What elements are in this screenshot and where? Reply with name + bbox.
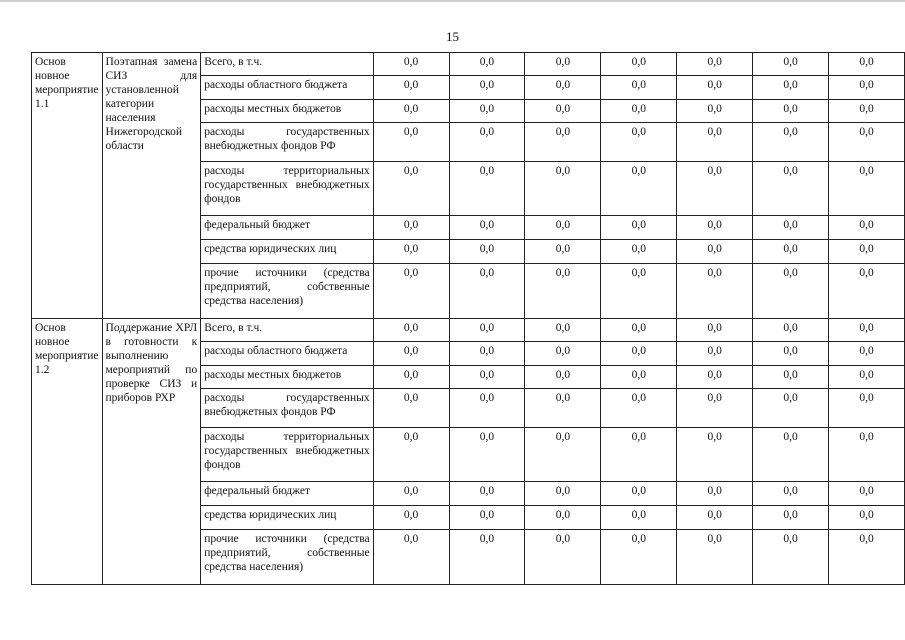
value-cell: 0,0 — [449, 123, 525, 162]
funding-source-cell: расходы местных бюджетов — [201, 366, 373, 389]
value-cell: 0,0 — [449, 530, 525, 585]
value-cell: 0,0 — [373, 216, 449, 240]
value-cell: 0,0 — [753, 482, 829, 506]
value-cell: 0,0 — [601, 319, 677, 342]
value-cell: 0,0 — [829, 76, 905, 100]
value-cell: 0,0 — [601, 264, 677, 319]
value-cell: 0,0 — [753, 100, 829, 123]
funding-source-cell: расходы государственных внебюджетных фондов РФ — [201, 123, 373, 162]
funding-source-cell: расходы областного бюджета — [201, 342, 373, 366]
funding-source-cell: расходы территориальных государственных внебюджетных фондов — [201, 162, 373, 216]
value-cell: 0,0 — [525, 366, 601, 389]
value-cell: 0,0 — [677, 482, 753, 506]
value-cell: 0,0 — [373, 482, 449, 506]
value-cell: 0,0 — [449, 240, 525, 264]
value-cell: 0,0 — [753, 76, 829, 100]
value-cell: 0,0 — [601, 428, 677, 482]
funding-source-cell: расходы государственных внебюджетных фондов РФ — [201, 389, 373, 428]
value-cell: 0,0 — [829, 216, 905, 240]
value-cell: 0,0 — [449, 506, 525, 530]
value-cell: 0,0 — [677, 319, 753, 342]
value-cell: 0,0 — [829, 100, 905, 123]
top-rule — [0, 0, 905, 2]
activity-name-cell: Поэтапная замена СИЗ для установленной категории населения Нижегородской области — [102, 53, 201, 319]
value-cell: 0,0 — [601, 216, 677, 240]
value-cell: 0,0 — [829, 342, 905, 366]
funding-source-cell: расходы местных бюджетов — [201, 100, 373, 123]
value-cell: 0,0 — [601, 240, 677, 264]
value-cell: 0,0 — [753, 162, 829, 216]
value-cell: 0,0 — [753, 53, 829, 76]
value-cell: 0,0 — [829, 482, 905, 506]
value-cell: 0,0 — [753, 123, 829, 162]
value-cell: 0,0 — [449, 389, 525, 428]
value-cell: 0,0 — [601, 389, 677, 428]
value-cell: 0,0 — [525, 216, 601, 240]
value-cell: 0,0 — [373, 530, 449, 585]
value-cell: 0,0 — [525, 482, 601, 506]
activity-name-cell: Поддержание ХРЛ в готовности к выполнению мероприятий по проверке СИЗ и приборов РХР — [102, 319, 201, 585]
value-cell: 0,0 — [373, 162, 449, 216]
value-cell: 0,0 — [753, 216, 829, 240]
table-row — [32, 53, 905, 76]
value-cell: 0,0 — [677, 389, 753, 428]
value-cell: 0,0 — [525, 123, 601, 162]
value-cell: 0,0 — [449, 162, 525, 216]
value-cell: 0,0 — [677, 506, 753, 530]
value-cell: 0,0 — [449, 76, 525, 100]
value-cell: 0,0 — [753, 530, 829, 585]
value-cell: 0,0 — [449, 482, 525, 506]
value-cell: 0,0 — [829, 264, 905, 319]
funding-source-cell: федеральный бюджет — [201, 216, 373, 240]
value-cell: 0,0 — [525, 319, 601, 342]
value-cell: 0,0 — [525, 240, 601, 264]
value-cell: 0,0 — [373, 342, 449, 366]
value-cell: 0,0 — [677, 428, 753, 482]
value-cell: 0,0 — [677, 53, 753, 76]
activity-code-cell: Основ новное мероприятие 1.2 — [32, 319, 103, 585]
funding-source-cell: федеральный бюджет — [201, 482, 373, 506]
funding-source-cell: прочие источники (средства предприятий, собственные средства населения) — [201, 530, 373, 585]
value-cell: 0,0 — [753, 240, 829, 264]
value-cell: 0,0 — [525, 342, 601, 366]
value-cell: 0,0 — [449, 264, 525, 319]
value-cell: 0,0 — [753, 389, 829, 428]
value-cell: 0,0 — [525, 530, 601, 585]
table-row — [32, 319, 905, 342]
value-cell: 0,0 — [373, 123, 449, 162]
value-cell: 0,0 — [677, 100, 753, 123]
value-cell: 0,0 — [525, 506, 601, 530]
value-cell: 0,0 — [373, 389, 449, 428]
value-cell: 0,0 — [677, 530, 753, 585]
page-number: 15 — [446, 29, 459, 44]
value-cell: 0,0 — [829, 366, 905, 389]
value-cell: 0,0 — [373, 264, 449, 319]
value-cell: 0,0 — [753, 319, 829, 342]
funding-source-cell: средства юридических лиц — [201, 240, 373, 264]
value-cell: 0,0 — [601, 123, 677, 162]
value-cell: 0,0 — [449, 100, 525, 123]
value-cell: 0,0 — [677, 216, 753, 240]
value-cell: 0,0 — [753, 506, 829, 530]
value-cell: 0,0 — [525, 428, 601, 482]
funding-source-cell: Всего, в т.ч. — [201, 53, 373, 76]
value-cell: 0,0 — [373, 428, 449, 482]
value-cell: 0,0 — [525, 100, 601, 123]
value-cell: 0,0 — [677, 240, 753, 264]
value-cell: 0,0 — [601, 100, 677, 123]
funding-source-cell: расходы территориальных государственных внебюджетных фондов — [201, 428, 373, 482]
value-cell: 0,0 — [677, 342, 753, 366]
value-cell: 0,0 — [829, 530, 905, 585]
value-cell: 0,0 — [601, 366, 677, 389]
value-cell: 0,0 — [677, 366, 753, 389]
value-cell: 0,0 — [373, 53, 449, 76]
value-cell: 0,0 — [829, 389, 905, 428]
value-cell: 0,0 — [601, 342, 677, 366]
value-cell: 0,0 — [829, 428, 905, 482]
activity-code-cell: Основ новное мероприятие 1.1 — [32, 53, 103, 319]
value-cell: 0,0 — [525, 76, 601, 100]
value-cell: 0,0 — [829, 123, 905, 162]
budget-table — [31, 52, 905, 585]
value-cell: 0,0 — [601, 482, 677, 506]
value-cell: 0,0 — [525, 264, 601, 319]
value-cell: 0,0 — [753, 342, 829, 366]
value-cell: 0,0 — [677, 76, 753, 100]
value-cell: 0,0 — [829, 162, 905, 216]
value-cell: 0,0 — [525, 53, 601, 76]
funding-source-cell: средства юридических лиц — [201, 506, 373, 530]
value-cell: 0,0 — [373, 506, 449, 530]
funding-source-cell: прочие источники (средства предприятий, собственные средства населения) — [201, 264, 373, 319]
value-cell: 0,0 — [753, 428, 829, 482]
value-cell: 0,0 — [677, 162, 753, 216]
value-cell: 0,0 — [449, 319, 525, 342]
value-cell: 0,0 — [373, 76, 449, 100]
value-cell: 0,0 — [677, 264, 753, 319]
value-cell: 0,0 — [449, 342, 525, 366]
value-cell: 0,0 — [373, 366, 449, 389]
value-cell: 0,0 — [449, 366, 525, 389]
value-cell: 0,0 — [373, 240, 449, 264]
value-cell: 0,0 — [449, 428, 525, 482]
value-cell: 0,0 — [601, 506, 677, 530]
value-cell: 0,0 — [449, 216, 525, 240]
value-cell: 0,0 — [601, 76, 677, 100]
value-cell: 0,0 — [829, 319, 905, 342]
value-cell: 0,0 — [753, 366, 829, 389]
funding-source-cell: Всего, в т.ч. — [201, 319, 373, 342]
value-cell: 0,0 — [753, 264, 829, 319]
value-cell: 0,0 — [829, 506, 905, 530]
value-cell: 0,0 — [601, 530, 677, 585]
value-cell: 0,0 — [829, 240, 905, 264]
value-cell: 0,0 — [677, 123, 753, 162]
value-cell: 0,0 — [525, 162, 601, 216]
value-cell: 0,0 — [373, 319, 449, 342]
value-cell: 0,0 — [525, 389, 601, 428]
value-cell: 0,0 — [601, 53, 677, 76]
value-cell: 0,0 — [601, 162, 677, 216]
funding-source-cell: расходы областного бюджета — [201, 76, 373, 100]
value-cell: 0,0 — [373, 100, 449, 123]
value-cell: 0,0 — [449, 53, 525, 76]
value-cell: 0,0 — [829, 53, 905, 76]
